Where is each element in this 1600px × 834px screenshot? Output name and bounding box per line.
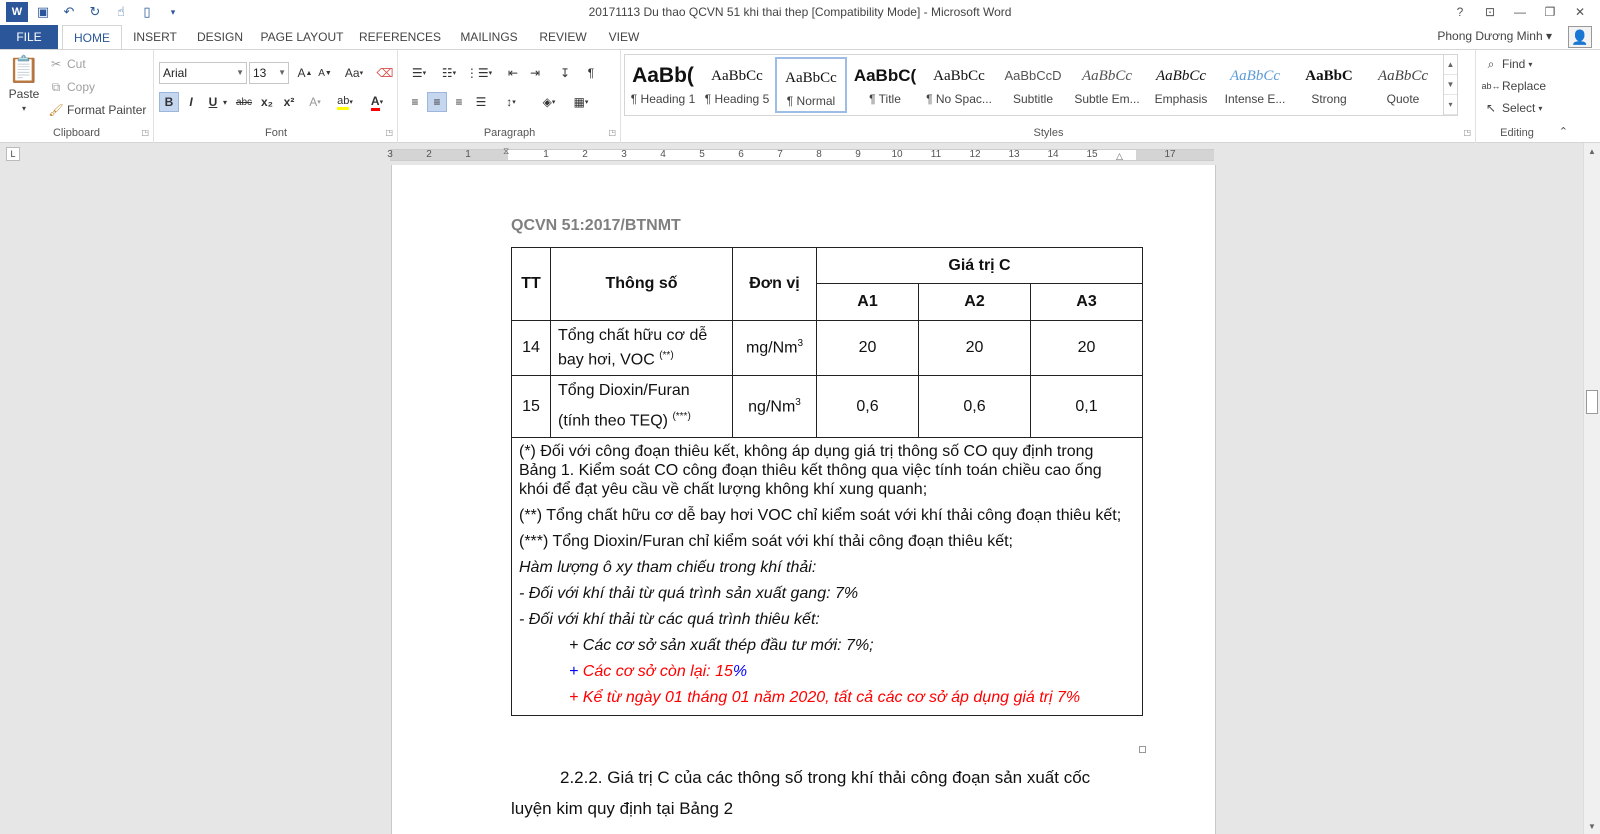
tab-review[interactable]: REVIEW — [539, 30, 587, 44]
ruler-number: 7 — [777, 149, 783, 160]
tab-home[interactable]: HOME — [62, 25, 122, 49]
show-formatting-marks-icon[interactable]: ¶ — [587, 66, 595, 80]
row-a1: 0,6 — [817, 376, 919, 438]
copy-button[interactable] — [48, 79, 95, 95]
row-a3: 20 — [1031, 321, 1143, 376]
note-2020: + Kể từ ngày 01 tháng 01 năm 2020, tất cả các cơ sở áp dụng giá trị 7% — [569, 689, 1081, 706]
ruler-number: 12 — [969, 149, 981, 160]
style-name: Subtitle — [1012, 92, 1054, 106]
style-preview: AaBb( — [632, 64, 694, 87]
italic-button[interactable]: I — [189, 95, 193, 109]
styles-gallery — [624, 54, 1458, 116]
paste-button[interactable] — [6, 54, 42, 113]
font-size-value: 13 — [253, 66, 267, 80]
style-emphasis[interactable] — [1145, 57, 1217, 113]
header-tt: TT — [512, 248, 551, 321]
replace-button[interactable] — [1483, 78, 1546, 94]
word-app-icon[interactable]: W — [6, 2, 28, 22]
paragraph-line: 2.2.2. Giá trị C của các thông số trong khí thải công đoạn sản xuất cốc — [560, 768, 1091, 787]
scroll-down-icon[interactable]: ▼ — [1444, 75, 1457, 95]
format-painter-label: Format Painter — [67, 103, 147, 117]
align-center-icon[interactable]: ≡ — [427, 92, 447, 112]
title-bar — [0, 0, 1600, 25]
font-size-combo[interactable] — [249, 62, 289, 84]
align-left-icon[interactable]: ≡ — [411, 95, 419, 109]
row-param — [551, 376, 733, 438]
copy-icon: ⧉ — [51, 79, 61, 94]
clipboard-group-label: Clipboard — [52, 127, 101, 139]
note-new-plants: + Các cơ sở sản xuất thép đầu tư mới: 7%; — [569, 637, 874, 654]
style-intense-emphasis[interactable] — [1219, 57, 1291, 113]
header-a1: A1 — [817, 284, 919, 321]
redo-icon[interactable]: ↻ — [89, 4, 101, 19]
subscript-button[interactable]: x₂ — [260, 95, 273, 109]
shrink-font-button[interactable]: A ▼ — [318, 67, 332, 79]
style-name: ¶ No Spac... — [926, 92, 992, 106]
header-a3: A3 — [1031, 284, 1143, 321]
select-button[interactable] — [1483, 100, 1542, 116]
styles-group-label: Styles — [1033, 127, 1064, 139]
limits-table — [511, 247, 1143, 716]
style-preview: AaBbCc — [1230, 68, 1280, 84]
param-line: (tính theo TEQ) — [558, 412, 668, 430]
more-styles-icon[interactable]: ▾ — [1444, 95, 1457, 115]
style-normal[interactable] — [775, 57, 847, 113]
ruler-number: 1 — [465, 149, 471, 160]
style-strong[interactable] — [1293, 57, 1365, 113]
shrink-font-label: A — [318, 67, 325, 79]
tab-mailings[interactable]: MAILINGS — [460, 30, 518, 44]
style-preview: AaBbC( — [853, 66, 917, 85]
ruler-number: 8 — [816, 149, 822, 160]
font-color-button[interactable]: A ▾ — [363, 92, 391, 112]
style-preview: AaBbCc — [1156, 68, 1206, 84]
collapse-ribbon-icon[interactable]: ⌃ — [1558, 126, 1568, 138]
paragraph-line: luyện kim quy định tại Bảng 2 — [511, 799, 734, 818]
window-title: 20171113 Du thao QCVN 51 khi thai thep [Compatibility Mode] - Microsoft Word — [588, 5, 1012, 19]
underline-button[interactable]: U — [208, 95, 218, 109]
highlight-button[interactable]: ab ▾ — [331, 92, 359, 112]
replace-label: Replace — [1502, 79, 1547, 93]
tab-page-layout[interactable]: PAGE LAYOUT — [260, 30, 344, 44]
copy-label: Copy — [67, 80, 96, 94]
row-tt: 15 — [512, 376, 551, 438]
unit-text: ng/Nm — [748, 398, 796, 416]
header-unit: Đơn vị — [733, 248, 817, 321]
editing-group-label: Editing — [1500, 127, 1534, 139]
align-right-icon[interactable]: ≡ — [455, 95, 463, 109]
chevron-down-icon: ▼ — [236, 68, 244, 77]
row-a2: 0,6 — [919, 376, 1031, 438]
paintbrush-icon: 🖌 — [48, 103, 64, 117]
table-row — [512, 376, 1143, 438]
style-preview: AaBbCc — [785, 70, 837, 86]
note-co: (*) Đối với công đoạn thiêu kết, không áp dụng giá trị thông số CO quy định trong Bảng 1. Kiểm soát CO công đoạn thiêu kết thông qua việc tính toán chiều cao ống khói để đạt yêu cầu về chất lượng không khí xung quanh; — [519, 443, 1102, 498]
footnote-mark: (***) — [672, 411, 691, 423]
dialog-launcher-icon[interactable]: ◳ — [385, 128, 393, 137]
replace-icon: ab↔ — [1481, 81, 1501, 91]
strikethrough-button[interactable]: abc — [235, 96, 253, 108]
ruler-number: 17 — [1164, 149, 1176, 160]
tab-file[interactable]: FILE — [0, 25, 58, 49]
ribbon — [0, 49, 1600, 143]
ruler-number: 9 — [855, 149, 861, 160]
font-name-value: Arial — [163, 66, 188, 80]
scroll-up-icon[interactable]: ▲ — [1444, 55, 1457, 75]
close-button[interactable]: ✕ — [1574, 5, 1586, 19]
undo-icon[interactable]: ↶ — [63, 4, 75, 19]
style-name: Subtle Em... — [1074, 92, 1140, 106]
paragraph-group — [399, 50, 621, 143]
row-a1: 20 — [817, 321, 919, 376]
note-sinter: - Đối với khí thải từ các quá trình thiêu kết: — [519, 611, 820, 628]
chevron-down-icon: ▾ — [1528, 59, 1533, 69]
user-name-text: Phong Dương Minh — [1437, 29, 1543, 43]
unit-sup: 3 — [795, 396, 801, 408]
change-case-label: Aa — [344, 66, 360, 80]
highlight-label: ab — [337, 95, 349, 110]
editing-group — [1477, 50, 1557, 143]
style-preview: AaBbCc — [933, 68, 985, 84]
table-row — [512, 321, 1143, 376]
note-percent: % — [732, 663, 748, 680]
note-voc: (**) Tổng chất hữu cơ dễ bay hơi VOC chỉ kiểm soát với khí thải công đoạn thiêu kết; — [519, 507, 1122, 524]
body-paragraph — [511, 762, 1143, 824]
find-label: Find — [1502, 57, 1526, 71]
ruler-number: 11 — [930, 149, 942, 160]
sort-icon[interactable]: ↧ — [559, 66, 571, 80]
right-indent-marker-icon[interactable]: △ — [1116, 151, 1123, 161]
scroll-down-icon[interactable]: ▼ — [1588, 821, 1596, 831]
style-preview: AaBbCc — [1082, 68, 1132, 84]
bullets-icon[interactable]: ☰ ▾ — [411, 66, 427, 80]
window-controls — [1448, 2, 1592, 22]
note-plus: + — [569, 663, 579, 680]
style-name: Quote — [1386, 92, 1420, 106]
font-name-combo[interactable] — [159, 62, 247, 84]
line-spacing-icon[interactable]: ↕ ▾ — [506, 95, 516, 109]
param-line: bay hơi, VOC — [558, 351, 655, 369]
user-name[interactable]: Phong Dương Minh ▾ — [1437, 29, 1552, 43]
help-button[interactable]: ? — [1456, 5, 1464, 19]
text-effects-label: A — [309, 95, 318, 109]
ruler-number: 15 — [1086, 149, 1098, 160]
ruler-area — [0, 143, 1600, 165]
style-quote[interactable] — [1367, 57, 1439, 113]
style-name: Intense E... — [1224, 92, 1286, 106]
increase-indent-icon[interactable]: ⇥ — [529, 66, 541, 80]
table-notes — [512, 438, 1143, 716]
ruler-number: 14 — [1047, 149, 1059, 160]
header-param: Thông số — [551, 248, 733, 321]
cursor-icon: ↖ — [1485, 101, 1497, 115]
dialog-launcher-icon[interactable]: ◳ — [608, 128, 616, 137]
style-preview: AaBbC — [1305, 68, 1353, 84]
find-button[interactable] — [1483, 56, 1532, 72]
ruler-number: 10 — [891, 149, 903, 160]
row-unit — [733, 321, 817, 376]
styles-gallery-scroll — [1443, 55, 1457, 115]
ruler-number: 4 — [660, 149, 666, 160]
table-resize-handle[interactable] — [1139, 746, 1146, 753]
style-name: Emphasis — [1154, 92, 1208, 106]
document-page[interactable] — [391, 165, 1216, 834]
style-name: ¶ Title — [869, 92, 901, 106]
style-subtle-emphasis[interactable] — [1071, 57, 1143, 113]
style-preview: AaBbCcD — [1004, 68, 1062, 83]
ribbon-display-options-button[interactable]: ⊡ — [1484, 5, 1496, 19]
bold-button[interactable]: B — [159, 92, 179, 112]
ruler-number: 3 — [621, 149, 627, 160]
restore-button[interactable]: ❐ — [1544, 5, 1556, 19]
paste-icon: 📋 — [7, 54, 41, 84]
touch-mode-icon[interactable]: ☝ — [117, 4, 125, 19]
tab-references[interactable]: REFERENCES — [358, 30, 441, 44]
note-remaining — [519, 662, 1135, 681]
grow-font-button[interactable]: A ▲ — [297, 66, 313, 80]
horizontal-ruler[interactable] — [387, 146, 1214, 161]
chevron-down-icon: ▼ — [278, 68, 286, 77]
style-no-spacing[interactable] — [923, 57, 995, 113]
cut-label: Cut — [67, 57, 86, 71]
select-label: Select — [1502, 101, 1536, 115]
customize-qat-icon[interactable]: ▾ — [170, 6, 176, 17]
borders-icon[interactable]: ▦ ▾ — [573, 95, 589, 109]
chevron-down-icon: ▾ — [1538, 103, 1543, 113]
style-title[interactable] — [849, 57, 921, 113]
scissors-icon: ✂ — [50, 57, 62, 71]
tab-design[interactable]: DESIGN — [196, 30, 243, 44]
clear-formatting-icon[interactable]: ⌫ — [376, 66, 394, 80]
scroll-up-icon[interactable]: ▲ — [1588, 146, 1596, 156]
font-group — [155, 50, 398, 143]
row-param — [551, 321, 733, 376]
ruler-number: 1 — [543, 149, 549, 160]
cut-button[interactable] — [48, 56, 86, 72]
new-document-icon[interactable]: ▯ — [143, 4, 151, 19]
justify-icon[interactable]: ☰ — [475, 95, 487, 109]
multilevel-list-icon[interactable]: ⋮☰ ▾ — [465, 66, 493, 80]
chevron-down-icon[interactable]: ▾ — [222, 97, 227, 107]
chevron-down-icon: ▾ — [21, 104, 26, 113]
paragraph-group-label: Paragraph — [483, 127, 536, 139]
document-header: QCVN 51:2017/BTNMT — [511, 217, 681, 234]
ruler-number: 6 — [738, 149, 744, 160]
vertical-scrollbar[interactable] — [1583, 143, 1600, 834]
unit-sup: 3 — [797, 338, 804, 350]
row-unit — [733, 376, 817, 438]
ruler-number: 13 — [1008, 149, 1020, 160]
grow-font-label: A — [297, 66, 306, 80]
row-a2: 20 — [919, 321, 1031, 376]
change-case-button[interactable]: Aa ▾ — [344, 66, 364, 80]
superscript-button[interactable]: x² — [283, 95, 295, 109]
paste-label: Paste — [8, 87, 40, 101]
binoculars-icon: ⌕ — [1487, 56, 1495, 71]
ruler-number: 2 — [582, 149, 588, 160]
ribbon-tabs — [0, 25, 1600, 49]
style-heading-5[interactable] — [701, 57, 773, 113]
note-oxygen: Hàm lượng ô xy tham chiếu trong khí thải: — [519, 559, 817, 576]
shading-icon[interactable]: ◈ ▾ — [542, 95, 556, 109]
decrease-indent-icon[interactable]: ⇤ — [507, 66, 519, 80]
style-name: Strong — [1311, 92, 1347, 106]
row-a3: 0,1 — [1031, 376, 1143, 438]
text-effects-button[interactable]: A ▾ — [309, 95, 321, 109]
style-heading-1[interactable] — [627, 57, 699, 113]
font-group-label: Font — [264, 127, 287, 139]
ruler-number: 5 — [699, 149, 705, 160]
note-dioxin: (***) Tổng Dioxin/Furan chỉ kiểm soát với khí thải công đoạn thiêu kết; — [519, 533, 1013, 550]
param-line: Tổng chất hữu cơ dễ — [558, 326, 708, 344]
minimize-button[interactable]: — — [1514, 5, 1526, 19]
style-preview: AaBbCc — [711, 68, 763, 84]
format-painter-button[interactable] — [48, 102, 146, 118]
styles-group — [622, 50, 1476, 143]
header-a2: A2 — [919, 284, 1031, 321]
tab-insert[interactable]: INSERT — [133, 30, 177, 44]
style-name: ¶ Heading 1 — [630, 92, 696, 106]
dialog-launcher-icon[interactable]: ◳ — [1463, 128, 1471, 137]
numbering-icon[interactable]: ☷ ▾ — [441, 66, 457, 80]
footnote-mark: (**) — [659, 349, 674, 361]
ruler-number: 3 — [387, 149, 393, 160]
ruler-number: 2 — [426, 149, 432, 160]
scroll-thumb[interactable] — [1586, 390, 1598, 414]
notes-row — [512, 438, 1143, 716]
left-margin-area — [390, 150, 508, 160]
avatar[interactable]: 👤 — [1568, 26, 1592, 48]
tab-view[interactable]: VIEW — [608, 30, 640, 44]
style-name: ¶ Heading 5 — [704, 92, 770, 106]
indent-marker-icon[interactable]: ⧖ — [503, 146, 510, 156]
unit-text: mg/Nm — [745, 339, 798, 357]
style-preview: AaBbCc — [1378, 68, 1428, 84]
param-line: Tổng Dioxin/Furan — [558, 382, 690, 400]
clipboard-group — [0, 50, 154, 143]
style-subtitle[interactable] — [997, 57, 1069, 113]
note-remaining-text: Các cơ sở còn lại: 15 — [578, 663, 733, 680]
note-iron: - Đối với khí thải từ quá trình sản xuất gang: 7% — [519, 585, 859, 602]
style-name: ¶ Normal — [786, 94, 836, 108]
row-tt: 14 — [512, 321, 551, 376]
save-icon[interactable]: ▣ — [36, 4, 50, 19]
header-value: Giá trị C — [817, 248, 1143, 284]
font-color-label: A — [371, 94, 380, 111]
tab-selector[interactable]: L — [6, 147, 20, 161]
dialog-launcher-icon[interactable]: ◳ — [141, 128, 149, 137]
